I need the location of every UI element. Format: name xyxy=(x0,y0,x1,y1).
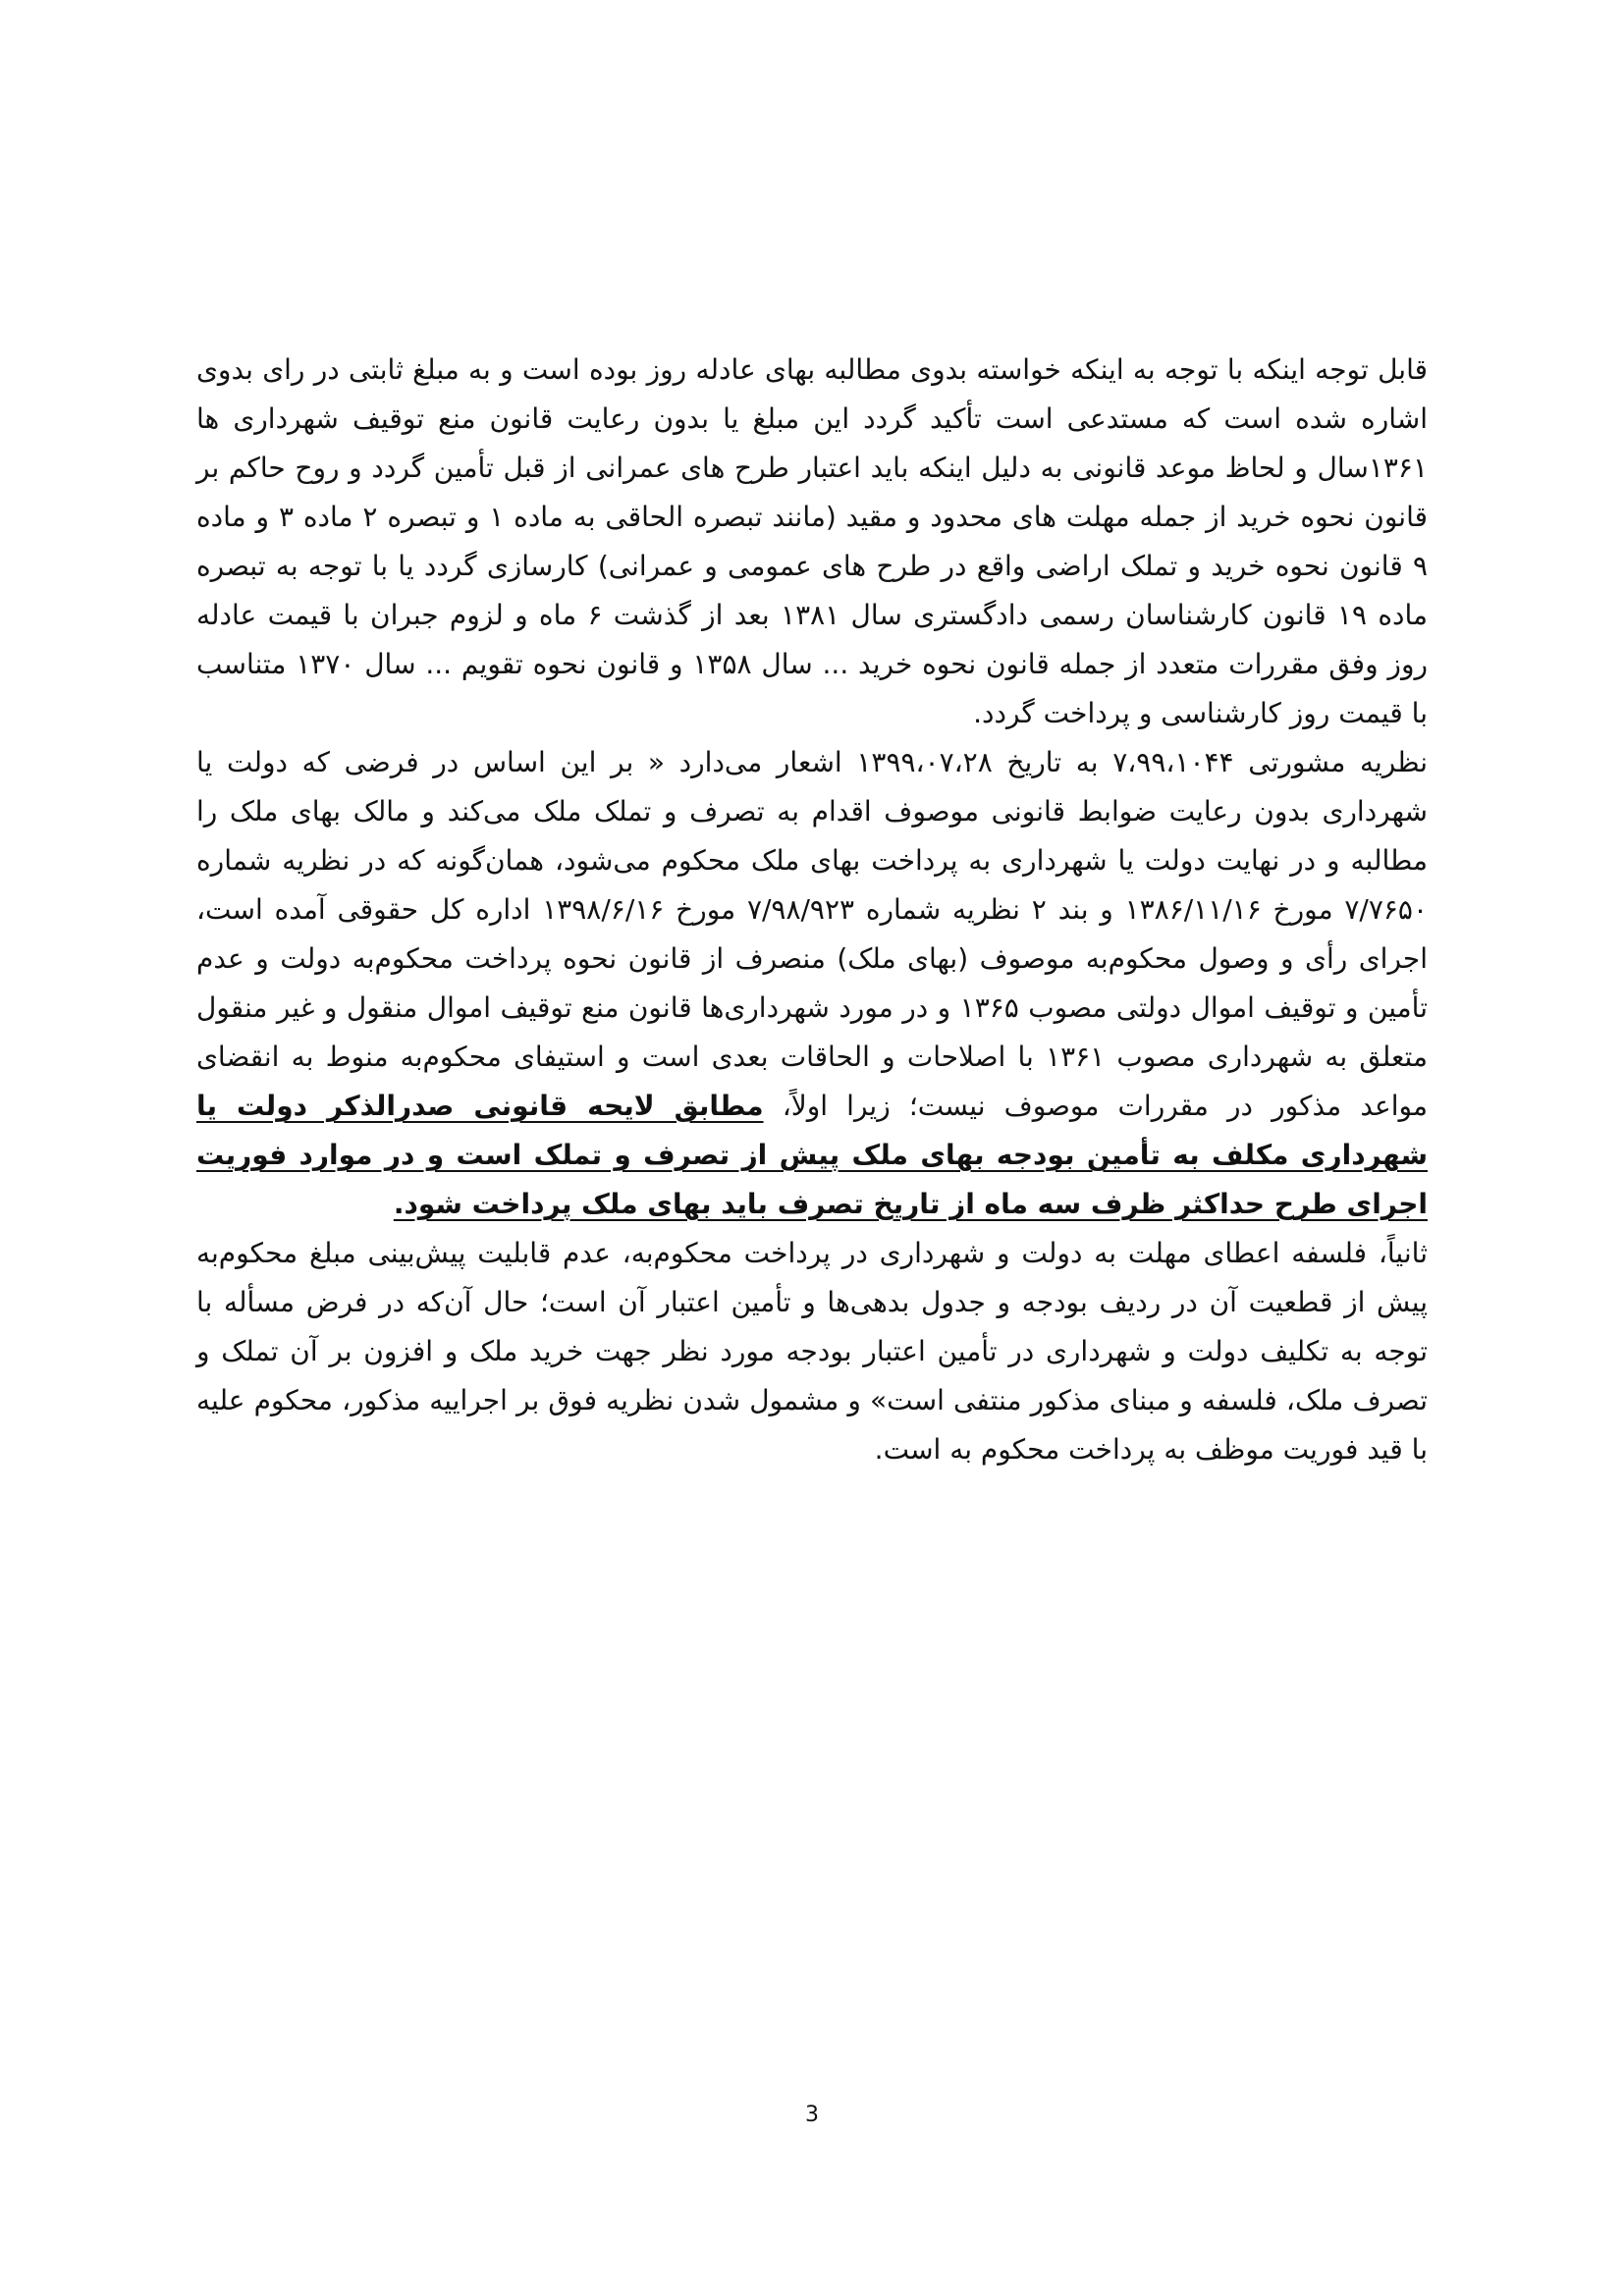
paragraph-2 xyxy=(196,738,1428,1229)
body-text xyxy=(196,346,1428,1474)
page-number: 3 xyxy=(805,2103,819,2127)
paragraph-2-text: نظریه مشورتی ۷،۹۹،۱۰۴۴ به تاریخ ۱۳۹۹،۰۷،۲۸ اشعار می‌دارد « بر این اساس در فرضی که دولت یا شهرداری بدون رعایت ضوابط قانونی موصوف اقدام به تصرف و تملک ملک می‌کند و مالک بهای ملک را مطالبه و در نهایت دولت یا شهرداری به پرداخت بهای ملک محکوم می‌شود، همان‌گونه که در نظریه شماره ۷/۷۶۵۰ مورخ ۱۳۸۶/۱۱/۱۶ و بند ۲ نظریه شماره ۷/۹۸/۹۲۳ مورخ ۱۳۹۸/۶/۱۶ اداره کل حقوقی آمده است، اجرای رأی و وصول محکوم‌به موصوف (بهای ملک) منصرف از قانون نحوه پرداخت محکوم‌به دولت و عدم تأمین و توقیف اموال دولتی مصوب ۱۳۶۵ و در مورد شهرداری‌ها قانون منع توقیف اموال منقول و غیر منقول متعلق به شهرداری مصوب ۱۳۶۱ با اصلاحات و الحاقات بعدی است و استیفای محکوم‌به منوط به انقضای مواعد مذکور در مقررات موصوف نیست؛ زیرا اولاً، xyxy=(196,746,1429,1122)
paragraph-3: ثانیاً، فلسفه اعطای مهلت به دولت و شهرداری در پرداخت محکوم‌به، عدم قابلیت پیش‌بینی مبلغ محکوم‌به پیش از قطعیت آن در ردیف بودجه و جدول بدهی‌ها و تأمین اعتبار آن است؛ حال آن‌که در فرض مسأله با توجه به تکلیف دولت و شهرداری در تأمین اعتبار بودجه مورد نظر جهت خرید ملک و افزون بر آن تملک و تصرف ملک، فلسفه و مبنای مذکور منتفی است» و مشمول شدن نظریه فوق بر اجراییه مذکور، محکوم علیه با قید فوریت موظف به پرداخت محکوم به است. xyxy=(196,1237,1428,1466)
paragraph-1: قابل توجه اینکه با توجه به اینکه خواسته بدوی مطالبه بهای عادله روز بوده است و به مبلغ ثابتی در رای بدوی اشاره شده است که مستدعی است تأکید گردد این مبلغ یا بدون رعایت قانون منع توقیف شهرداری ها ۱۳۶۱سال و لحاظ موعد قانونی به دلیل اینکه باید اعتبار طرح های عمرانی از قبل تأمین گردد و روح حاکم بر قانون نحوه خرید از جمله مهلت های محدود و مقید (مانند تبصره الحاقی به ماده ۱ و تبصره ۲ ماده ۳ و ماده ۹ قانون نحوه خرید و تملک اراضی واقع در طرح های عمومی و عمرانی) کارسازی گردد یا با توجه به تبصره ماده ۱۹ قانون کارشناسان رسمی دادگستری سال ۱۳۸۱ بعد از گذشت ۶ ماه و لزوم جبران با قیمت عادله روز وفق مقررات متعدد از جمله قانون نحوه خرید ... سال ۱۳۵۸ و قانون نحوه تقویم ... سال ۱۳۷۰ متناسب با قیمت روز کارشناسی و پرداخت گردد. xyxy=(196,353,1429,729)
paragraph-2-emphasis: مطابق لایحه قانونی صدرالذکر دولت یا شهرداری مکلف به تأمین بودجه بهای ملک پیش از تصرف و تملک است و در موارد فوریت اجرای طرح حداکثر ظرف سه ماه از تاریخ تصرف باید بهای ملک پرداخت شود. xyxy=(196,1090,1428,1220)
